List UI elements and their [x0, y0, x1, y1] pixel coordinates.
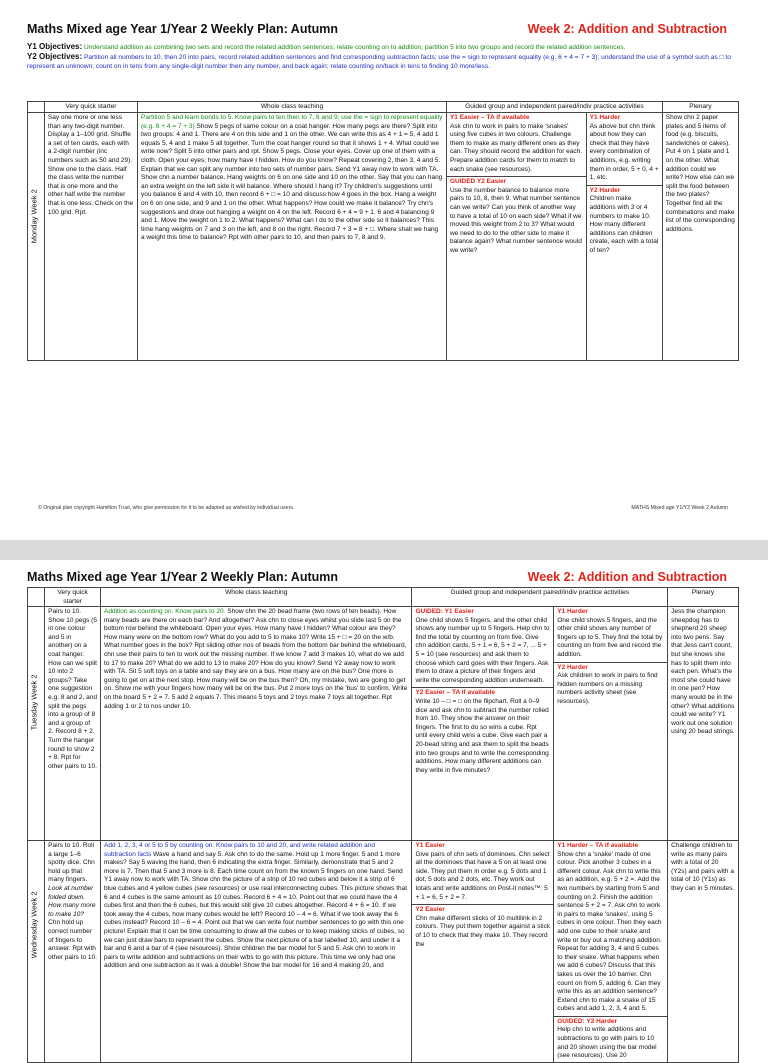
wednesday-guided-right: [554, 841, 668, 1063]
monday-table: [27, 101, 739, 361]
wednesday-starter: [45, 841, 101, 1063]
wednesday-plenary: Challenge children to write as many pairs with a total of 20 (Y2s) and pairs with a total of 10 (Y1s) as they can in 5 minutes.: [668, 841, 739, 1063]
tuesday-y2-harder-body: Ask children to work in pairs to find hidden numbers on a missing numbers activity sheet (see resources).: [557, 672, 658, 705]
monday-y1-harder-heading: Y1 Harder: [589, 114, 621, 121]
monday-teaching-heading: Partition 5 and learn bonds to 5. Know pairs to ten then to 7, 8 and 9; use the = sign to represent equality (e.g. 6 + 4 = 7 + 3): [141, 114, 443, 130]
tuesday-y1-easier-body: One child shows 5 fingers, and the other child shows any number up to 5 fingers. Help chn to find the total by counting on from five. Give chn addition cards, 5 + 1 = 6, 5 + 2 = 7, ... 5 + 5 = 10 (see resources) and ask them to choose which card goes with their fingers. Ask them to draw a picture of their fingers and write the corresponding addition underneath.: [415, 616, 550, 684]
tuesday-y2-easier-heading: Y2 Easier – TA if available: [415, 689, 495, 697]
wednesday-y1-easier-heading: Y1 Easier: [415, 842, 445, 849]
tuesday-guided-left: [412, 607, 554, 841]
wednesday-starter-b: Look at number folded down. How many more to make 10?: [48, 884, 96, 918]
col-blank: [28, 102, 45, 113]
tuesday-y2-harder-heading: Y2 Harder: [557, 663, 588, 671]
monday-y2-harder-heading: Y2 Harder: [589, 186, 621, 194]
monday-starter: Say one more or one less than any two-digit number. Display a 1–100 grid. Shuffle a set of ten cards, each with a 2-digit number (inc numbers such as 50 and 29). Show one to the class. Half the class write the number that is one more and the other half write the number that is one less. Check on the 100 grid. Rpt.: [44, 113, 137, 361]
col-guided: Guided group and independent paired/indiv practice activities: [446, 102, 662, 113]
plan-title: Maths Mixed age Year 1/Year 2 Weekly Plan: Autumn: [27, 22, 339, 36]
monday-day-cell: [28, 113, 45, 361]
y2-objectives: [27, 52, 741, 71]
wednesday-teaching: [101, 841, 412, 1063]
col-teaching-2: Whole class teaching: [101, 588, 412, 607]
tuesday-y2-easier-body: Write 10 – □ = □ on the flipchart. Roll a 0–9 dice and ask chn to subtract the number rolled from 10. They show the answer on their fingers. The first to do so wins a cube. Rpt until every child wins a cube. Give each pair a 20-bead string and ask them to split the beads into two groups and to write the corresponding additions. How many different additions can they write in five minutes?: [415, 697, 549, 774]
plan-page-2: [0, 560, 768, 1060]
monday-y1-easier-heading: Y1 Easier – TA if available: [449, 114, 530, 121]
col-teaching: Whole class teaching: [138, 102, 447, 113]
tuesday-day-cell: [28, 607, 45, 841]
monday-day-label: Monday Week 2: [29, 189, 39, 244]
y1-objectives: [27, 42, 741, 52]
wednesday-y2-harder-body: Help chn to write additions and subtractions to go with pairs to 10 and 20 shown using the bar model (see resources). Use 20: [557, 1026, 657, 1060]
wednesday-y2-harder-heading: GUIDED: Y2 Harder: [557, 1017, 618, 1025]
monday-y1-easier-body: Ask chn to work in pairs to make 'snakes' using five cubes in two colours. Challenge them to make as many different ones as they can. They should record the addition for each. Prepare addition cards for them to match to each snake (see resources).: [449, 122, 583, 173]
monday-plenary: Show chn 2 paper plates and 5 items of food (e.g. biscuits, sandwiches or cakes). Put 4 on 1 plate and 1 on the other. What addition could we write? How else can we split the food between the two plates? Together find all the combinations and make list of the corresponding additions.: [662, 113, 738, 361]
plan-title-2: Maths Mixed age Year 1/Year 2 Weekly Plan: Autumn: [27, 570, 339, 584]
y2-objectives-text: Partition all numbers to 10, then 20 into pairs, record related addition sentences and find corresponding subtraction facts; use the = sign to represent equality (e.g. 6 + 4 = 7 + 3); understand the use of a symbol such as □ to represent an unknown; count on in tens from any single-digit number then any number, and back again; relate counting on/back in tens to finding 10 more/less.: [27, 54, 731, 70]
wednesday-y1-harder-body: Show chn a 'snake' made of one colour. Pick another 3 cubes in a different colour. Ask chn to write this as an addition, e.g. 5 + 2 =. Add the two numbers by starting from 5 and counting on 2. Finish the addition sentence 5 + 2 = 7. Ask chn to work in pairs to make 'snakes', using 5 cubes in one colour. Then they each add one cube to their snake and write or buy out a matching addition. Repeat for adding 3, 4 and 5 cubes to their snake. What happens when we add 6 cubes? Discuss that this takes us over the 10 barrier. Chn count on from 5, adding 6. Can they write this as an addition sentence? Extend chn to make a snake of 15 cubes and add 1, 2, 3, 4 and 5.: [557, 850, 662, 1013]
col-plenary-2: Plenary: [668, 588, 739, 607]
tuesday-y1-harder-heading: Y1 Harder: [557, 608, 588, 615]
wednesday-day-label: Wednesday Week 2: [29, 891, 39, 959]
objectives: [27, 42, 741, 71]
monday-guided-left: [446, 113, 586, 361]
col-guided-2: Guided group and independent paired/indiv practice activities: [412, 588, 668, 607]
col-plenary: Plenary: [662, 102, 738, 113]
tuesday-teaching-body: Show chn the 20 bead frame (two rows of ten beads). How many beads are there on each bar? And altogether? Ask chn to close eyes whilst you slide last 5 on the bottom row behind the whiteboard. Open your eyes. How many have I hidden? What colour are they? How many were on the bottom row? What do you add to 5 to make 10? Write 15 + □ = 20 on the w/b. What number goes in the box? Rpt sliding other nos of beads from the bottom bar behind the whiteboard, chn use their pairs to ten to work out the missing number. If we know 7 add 3 makes 10, what do we add to 17 to make 20? What do we add to 13 to make 20? How do you know? Send Y2 away now to work with TA. Sit 5 soft toys on a table and say they are on a bus. How many are on the bus? One more is going to get on at the next stop. How many will be on the bus then? Oh, my mistake, two are going to get on. Show me with your fingers how many will be on the bus. Put 2 more toys on the 'bus' to confirm. Write on the board 5 + 2 = 7. 5 add 2 equals 7. This means 5 toys and 2 toys make 7 toys all together. Rpt adding 1 or 2 to nos under 10.: [104, 608, 408, 710]
monday-y2-easier-heading: GUIDED Y2 Easier: [449, 178, 507, 186]
wednesday-y2-easier-body: Chn make different sticks of 10 multilink in 2 colours. They put them together against a stick of 10 to check that they make 10. They record the: [415, 914, 551, 948]
tuesday-y1-harder-body: One child shows 5 fingers, and the other child shows any number of fingers up to 5. They find the total by counting on from five and record the addition.: [557, 616, 663, 658]
y1-objectives-text: Understand addition as combining two sets and record the related addition sentences; relate counting on to addition; partition 5 into two groups and record the related addition sentences.: [83, 44, 626, 51]
tuesday-guided-right: [554, 607, 668, 841]
week-title: Week 2: Addition and Subtraction: [527, 22, 727, 36]
tue-wed-table: [27, 587, 739, 1063]
monday-teaching: [138, 113, 447, 361]
wednesday-day-cell: [28, 841, 45, 1063]
col-blank-2: [28, 588, 45, 607]
wednesday-starter-c: Chn hold up correct number of fingers to answer. Rpt with other pairs to 10.: [48, 919, 97, 961]
tuesday-plenary: Jess the champion sheepdog has to shepherd 20 sheep into two pens. Say that Jess can't count, but she knows she has to split them into each pen. What's the most she could have in one pen? How many would be in the other? What additions could we write? Y1 work out one solution using 20 bead strings.: [668, 607, 739, 841]
page-break: [0, 540, 768, 560]
tuesday-teaching-heading: Addition as counting on. Know pairs to 20.: [104, 608, 226, 615]
wednesday-y1-easier-body: Give pairs of chn sets of dominoes. Chn select all the dominoes that have a 5 on at least one side. They put them in order e.g. 5 dots and 1 dot, 5 dots and 2 dots, etc. They work out totals and write additions on Post-it notes™: 5 + 1 = 6, 5 + 2 = 7.: [415, 850, 550, 901]
wednesday-teaching-heading: Add 1, 2, 3, 4 or 5 to 5 by counting on. Know pairs to 10 and 20, and write related addition and subtraction facts: [104, 842, 376, 858]
tuesday-starter: Pairs to 10. Show 10 pegs (5 in one colour and 5 in another) on a coat hanger. How can we split 10 into 2 groups? Take one suggestion e.g. 8 and 2, and split the pegs into a group of 8 and a group of 2. Record 8 + 2. Turn the hanger round to show 2 + 8. Rpt for other pairs to 10.: [45, 607, 101, 841]
y2-objectives-label: Y2 Objectives:: [27, 52, 83, 61]
tuesday-teaching: [101, 607, 412, 841]
wednesday-y2-easier-heading: Y2 Easier: [415, 906, 445, 914]
wednesday-starter-a: Pairs to 10. Roll a large 1–6 spotty dice. Chn hold up that many fingers.: [48, 842, 95, 884]
monday-guided-right: [586, 113, 662, 361]
col-starter: Very quick starter: [44, 102, 137, 113]
footer-plan-name: MATHS Mixed age Y1/Y2 Week 2 Autumn: [631, 505, 728, 511]
page-header: [27, 22, 741, 40]
y1-objectives-label: Y1 Objectives:: [27, 42, 83, 51]
week-title-2: Week 2: Addition and Subtraction: [527, 570, 727, 584]
tuesday-day-label: Tuesday Week 2: [29, 674, 39, 731]
monday-teaching-body: Show 5 pegs of same colour on a coat hanger. How many pegs are there? Split into two groups: 4 and 1. There are 4 on this side and 1 on the other. We can write this as 4 + 1 = 5, 4 add 1 equals 5, 4 and 1 make 5 all together. Turn the coat hanger round so that it shows 1 + 4. What could we write now? Split 5 into other pairs and rpt. Show 5 pegs. Close your eyes. Cover up one of them with a cloth. Open your eyes; how many have I hidden. How do you know? Repeat covering 2, then 3, 4 and 5. Explain that we can split any number into two sets of number pairs. Send Y1 away now to work with TA. Show chn a number balance. Hang weights on 6 on one side and 10 on the other. Say that you can hang an extra weight on the left side it will balance. Where should I hang it? Try children's suggestions until you balance 6 and 4 with 10, then record 6 + □ = 10 and discuss how 4 goes in the box. Hang a weight on 6 on one side, and 9 and 1 on the other. What happens? How could we make it balance? Try chn's suggestions and draw out hanging a weight on 4 on the left. Record 6 + 4 = 9 + 1. 6 and 4 balancing 9 and 1. Move the weight on 1 to 2. What happens? What can I do to the other side so it balances? This time hang weights on 7 and 3 on the left, and 8 on the right. Record 7 + 3 = 8 + □. Where shall we hang a weight this time to balance? Rpt with other pairs to 10, and then pairs to 7, 8 and 9.: [141, 122, 443, 242]
monday-y1-harder-body: As above but chn think about how they can check that they have every combination of additions, e.g. writing them in order, 5 + 0, 4 + 1, etc.: [589, 122, 659, 182]
wednesday-teaching-body: Wave a hand and say 5. Ask chn to do the same. Hold up 1 more finger. 5 and 1 more makes? Say 5 waving the hand, then 6 indicating the extra finger. Similarly, demonstrate that 5 and 2 more is 7. Then that 5 and 3 more is 8. Each time count on from the known 5 fingers on one hand. Send Y1 away now to work with TA. Show chn the picture of a strip of 10 red cubes and below it a strip of 6 blue cubes and 4 yellow cubes (see resources) or use real interconnecting cubes. This picture shows that 6 and 4 cubes is the same amount as 10 cubes. Record 6 + 4 = 10. Point out that we could have the 4 cubes first and then the 6 cubes, but this would still give 10 cubes altogether. Record 4 + 6 = 10. If we took away the 4 cubes, how many cubes would be left? Record 10 – 4 = 6. What if we took away the 6 cubes instead? Record 10 – 6 = 4. Point out that we can write four number sentences to go with this one picture! Explain that it can be time consuming to draw all the cubes or to keep making sticks of cubes, so we can just draw bars to represent the cubes. Show the next picture of a bar labelled 10, and under it a bar and 6 and a bar of 4 (see resources). Show children the bar model for 5 and 5. Ask chn to work in pairs to write addition and subtractions on their w/bs to go with this picture. This time we only had one addition and one subtraction as it was a double! Show the bar model for 16 and 4 making 20, and: [104, 850, 408, 970]
wednesday-y1-harder-heading: Y1 Harder – TA if available: [557, 842, 639, 849]
page-header-2: [27, 570, 741, 588]
monday-y2-harder-body: Children make additions with 3 or 4 numbers to make 10. How many different additions can children create, each with a total of ten?: [589, 195, 659, 254]
monday-y2-easier-body: Use the number balance to balance more pairs to 10, 8, then 9. What number sentence can we write? Can you think of another way to have a total of 10 on each side? What if we moved this weight from 2 to 3? What would we need to do to the other side to make it balance again? What number sentence would we write?: [449, 186, 582, 254]
tuesday-y1-easier-heading: GUIDED: Y1 Easier: [415, 608, 474, 615]
wednesday-guided-left: [412, 841, 554, 1063]
footer-copyright: © Original plan copyright Hamilton Trust, who give permission for it to be adapted as wished by individual users.: [38, 505, 295, 511]
col-starter-2: Very quick starter: [45, 588, 101, 607]
